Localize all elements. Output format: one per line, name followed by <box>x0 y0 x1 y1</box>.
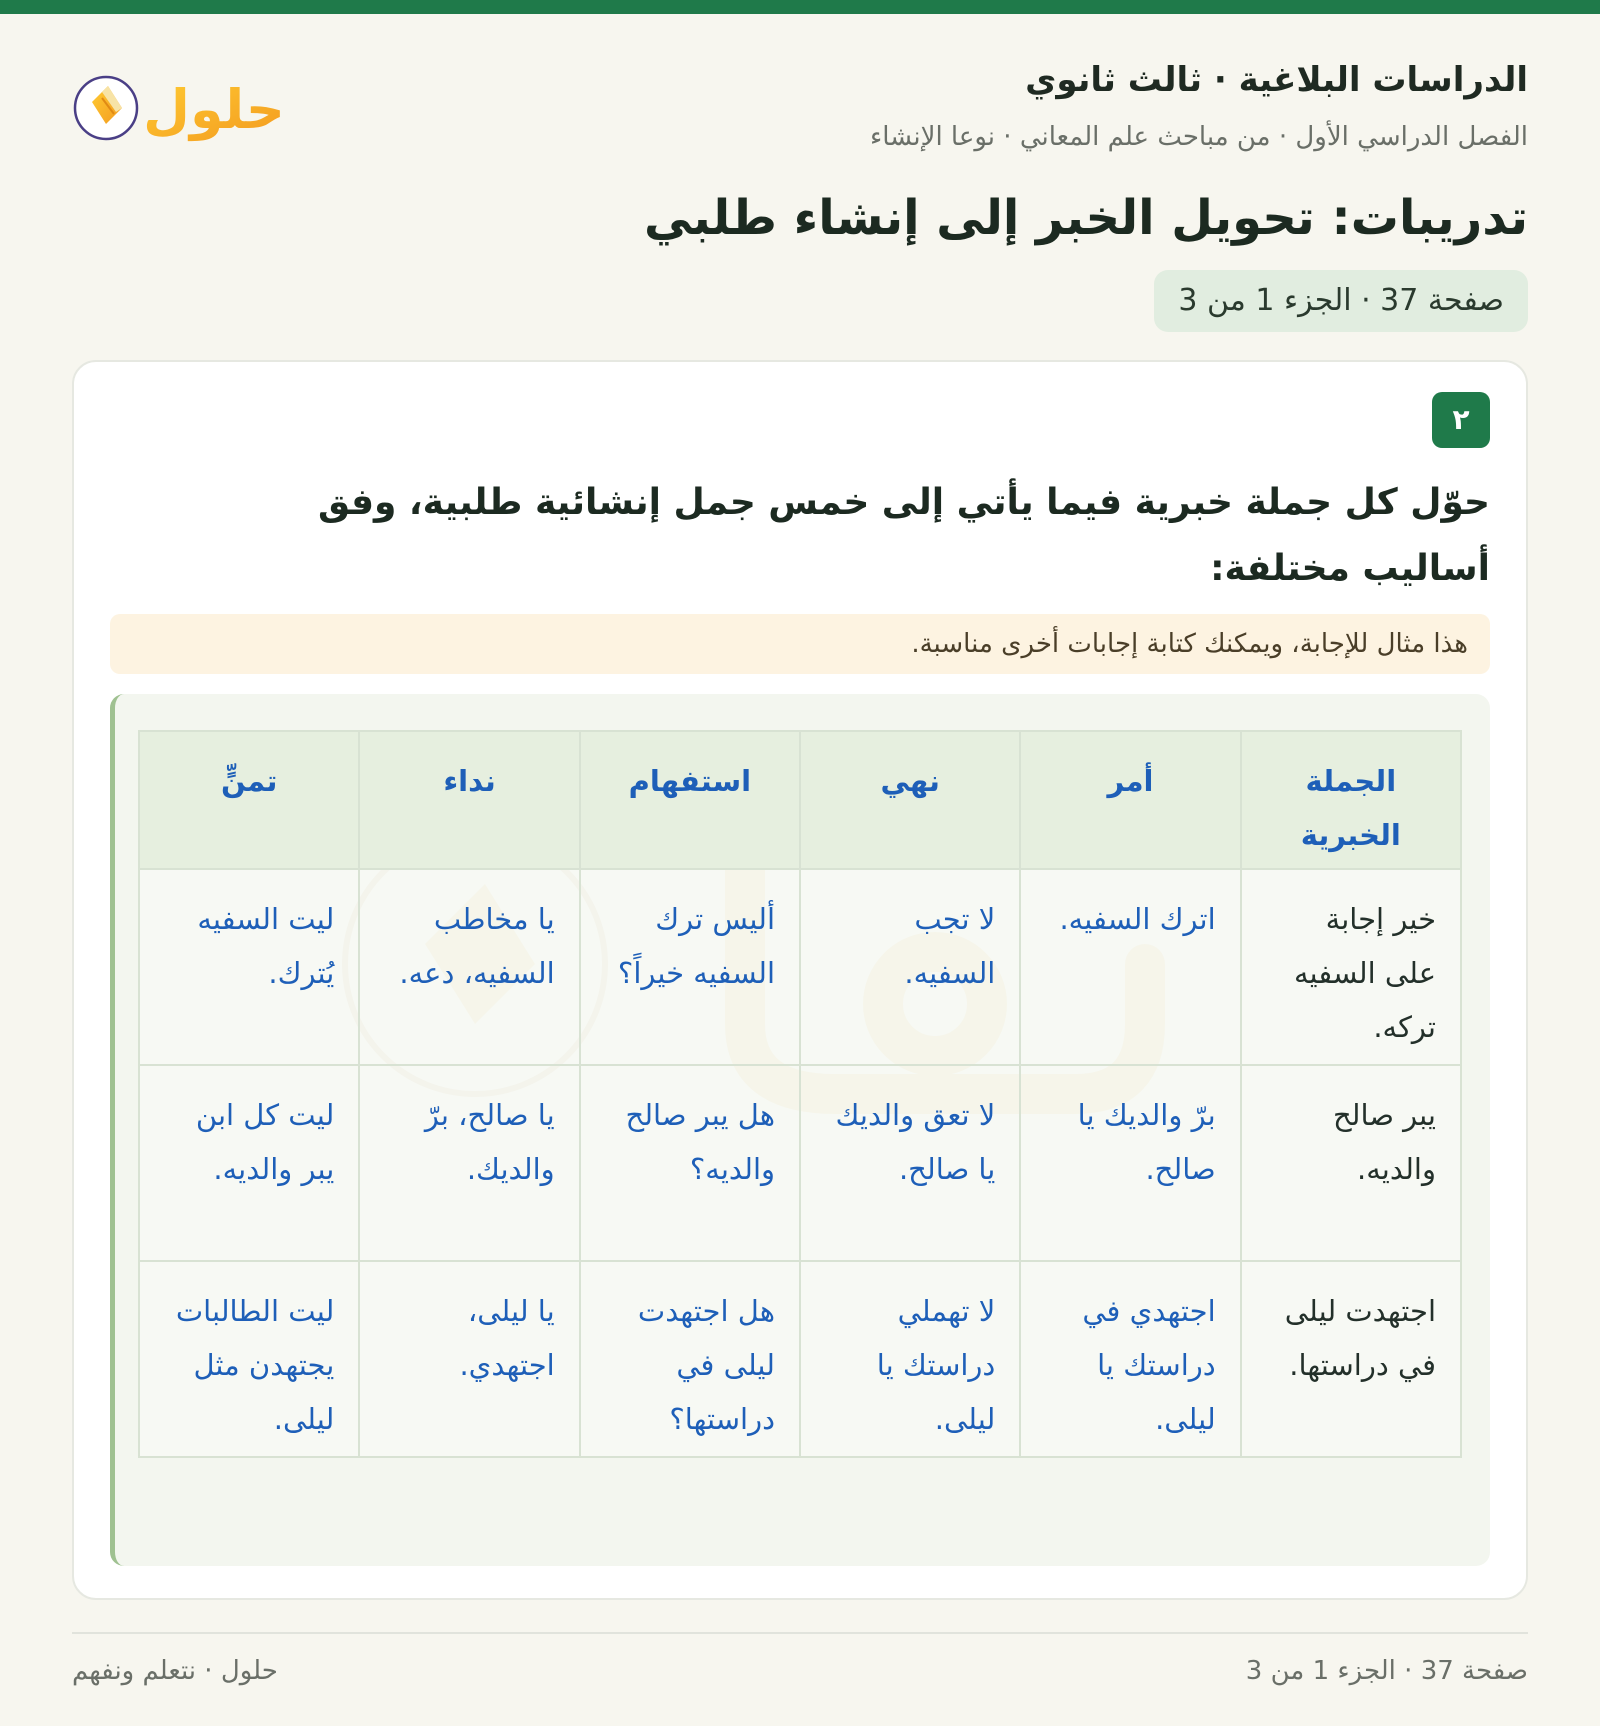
answers-table-container <box>110 694 1490 1566</box>
column-header: استفهام <box>580 731 800 869</box>
table-cell: ليت الطالبات يجتهدن مثل ليلى. <box>139 1261 359 1457</box>
answer-note: هذا مثال للإجابة، ويمكنك كتابة إجابات أخرى مناسبة. <box>110 614 1490 674</box>
table-row <box>139 1065 1461 1261</box>
footer-brand: حلول · نتعلم ونفهم <box>72 1656 278 1686</box>
table-cell: اترك السفيه. <box>1020 869 1240 1065</box>
column-header: نهي <box>800 731 1020 869</box>
svg-text:حلول: حلول <box>143 78 285 141</box>
column-header: أمر <box>1020 731 1240 869</box>
table-cell: ليت كل ابن يبر والديه. <box>139 1065 359 1261</box>
page-title: تدريبات: تحويل الخبر إلى إنشاء طلبي <box>644 190 1528 246</box>
breadcrumb: الفصل الدراسي الأول · من مباحث علم المعاني · نوعا الإنشاء <box>870 122 1528 152</box>
column-header: نداء <box>359 731 579 869</box>
table-row <box>139 1261 1461 1457</box>
table-cell: يا ليلى، اجتهدي. <box>359 1261 579 1457</box>
top-accent-bar <box>0 0 1600 14</box>
table-header-row <box>139 731 1461 869</box>
column-header: تمنٍّ <box>139 731 359 869</box>
table-cell: لا تعق والديك يا صالح. <box>800 1065 1020 1261</box>
table-cell: يا صالح، برّ والديك. <box>359 1065 579 1261</box>
footer-page-info: صفحة 37 · الجزء 1 من 3 <box>1245 1656 1528 1686</box>
table-cell: لا تهملي دراستك يا ليلى. <box>800 1261 1020 1457</box>
hulul-logo[interactable] <box>72 62 302 152</box>
table-cell: ليت السفيه يُترك. <box>139 869 359 1065</box>
table-cell-statement: يبر صالح والديه. <box>1241 1065 1461 1261</box>
table-cell: اجتهدي في دراستك يا ليلى. <box>1020 1261 1240 1457</box>
table-cell-statement: اجتهدت ليلى في دراستها. <box>1241 1261 1461 1457</box>
table-cell: هل يبر صالح والديه؟ <box>580 1065 800 1261</box>
table-row <box>139 869 1461 1065</box>
column-header: الجملة الخبرية <box>1241 731 1461 869</box>
page-indicator-badge: صفحة 37 · الجزء 1 من 3 <box>1154 270 1528 332</box>
book-logo-icon <box>72 62 302 152</box>
table-cell-statement: خير إجابة على السفيه تركه. <box>1241 869 1461 1065</box>
table-cell: يا مخاطب السفيه، دعه. <box>359 869 579 1065</box>
table-cell: هل اجتهدت ليلى في دراستها؟ <box>580 1261 800 1457</box>
answers-table <box>138 730 1462 1458</box>
footer-divider <box>72 1632 1528 1634</box>
question-text: حوّل كل جملة خبرية فيما يأتي إلى خمس جمل إنشائية طلبية، وفق أساليب مختلفة: <box>318 482 1490 589</box>
table-cell: برّ والديك يا صالح. <box>1020 1065 1240 1261</box>
table-cell: أليس ترك السفيه خيراً؟ <box>580 869 800 1065</box>
question-number-badge: ٢ <box>1432 392 1490 448</box>
table-cell: لا تجب السفيه. <box>800 869 1020 1065</box>
exercise-card <box>72 360 1528 1600</box>
subject-title: الدراسات البلاغية · ثالث ثانوي <box>1025 60 1528 100</box>
